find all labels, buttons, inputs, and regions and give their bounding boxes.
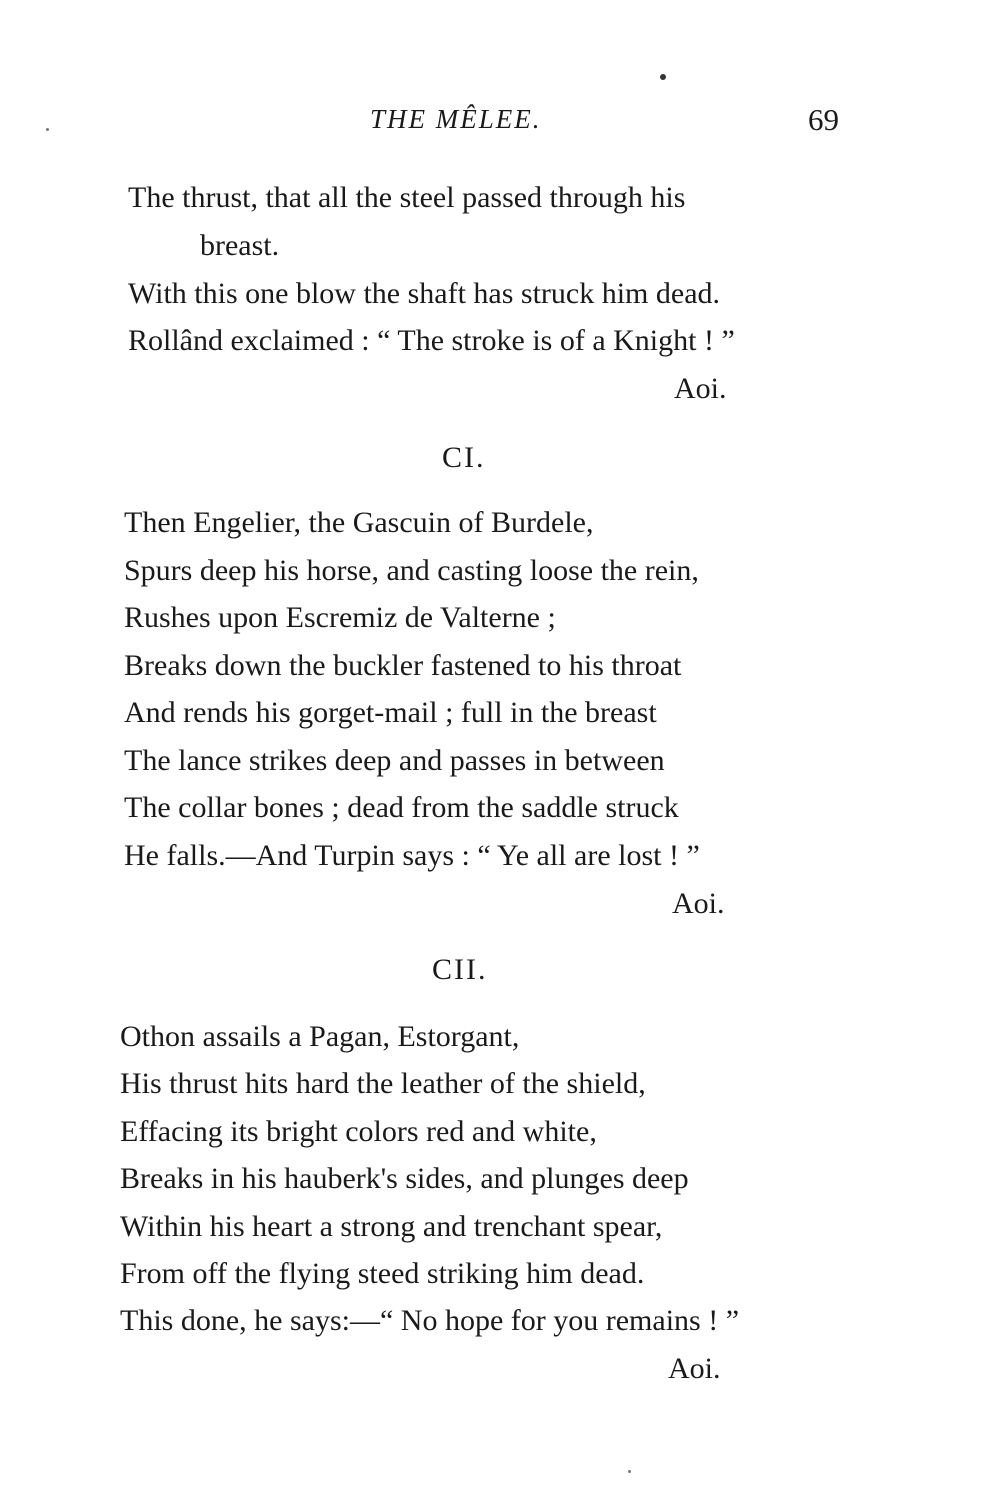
stanza-heading: CII. [432,953,488,986]
ink-speck [660,74,666,80]
running-head [0,104,1000,144]
verse-line: Effacing its bright colors red and white, [120,1115,597,1148]
verse-line: The lance strikes deep and passes in between [124,744,665,777]
verse-line: Rushes upon Escremiz de Valterne ; [124,601,556,634]
verse-line: He falls.—And Turpin says : “ Ye all are lost ! ” [124,839,700,872]
verse-line: Then Engelier, the Gascuin of Burdele, [124,506,594,539]
page-number: 69 [808,102,839,137]
running-title: THE MÊLEE. [370,104,542,134]
refrain-aoi: Aoi. [672,887,725,920]
verse-line: breast. [200,229,280,262]
verse-line: This done, he says:—“ No hope for you remains ! ” [120,1304,740,1337]
verse-line: Spurs deep his horse, and casting loose the rein, [124,554,699,587]
refrain-aoi: Aoi. [668,1352,721,1385]
verse-line: Breaks down the buckler fastened to his throat [124,649,682,682]
refrain-aoi: Aoi. [674,372,727,405]
ink-speck [628,1470,631,1473]
verse-line: Rollând exclaimed : “ The stroke is of a Knight ! ” [128,324,735,357]
verse-line: And rends his gorget-mail ; full in the breast [124,696,657,729]
verse-line: The thrust, that all the steel passed through his [128,181,686,214]
verse-line: With this one blow the shaft has struck him dead. [128,277,721,310]
verse-line: His thrust hits hard the leather of the shield, [120,1067,646,1100]
stanza-heading: CI. [442,441,486,474]
verse-line: Within his heart a strong and trenchant spear, [120,1210,663,1243]
verse-line: The collar bones ; dead from the saddle struck [124,791,679,824]
verse-line: Othon assails a Pagan, Estorgant, [120,1020,520,1053]
verse-line: Breaks in his hauberk's sides, and plunges deep [120,1162,689,1195]
verse-line: From off the flying steed striking him dead. [120,1257,645,1290]
